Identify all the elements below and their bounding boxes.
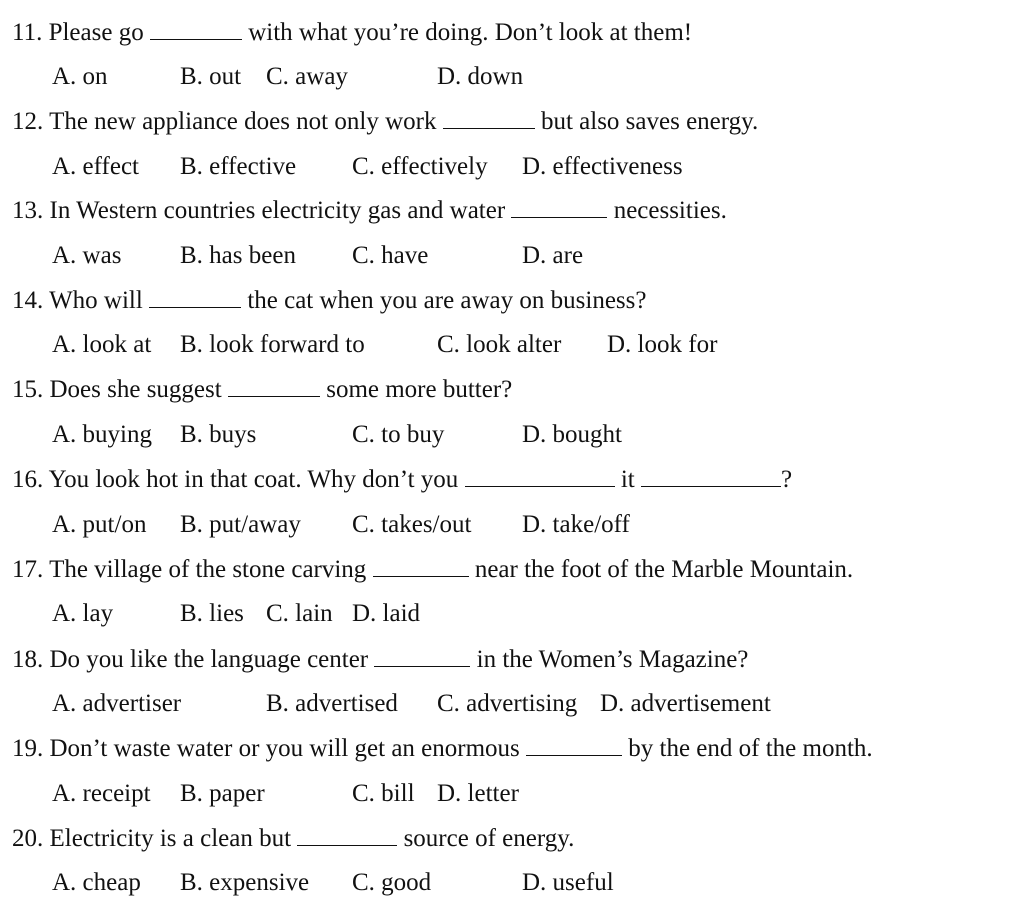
option-b[interactable]: B. has been bbox=[180, 242, 296, 269]
question-text: Electricity is a clean but bbox=[49, 825, 298, 852]
option-c[interactable]: C. lain bbox=[266, 600, 333, 627]
question-14 bbox=[12, 284, 646, 318]
option-a[interactable]: A. put/on bbox=[52, 511, 147, 538]
option-a[interactable]: A. was bbox=[52, 242, 122, 269]
question-12 bbox=[12, 105, 758, 139]
question-number: 16. bbox=[12, 466, 44, 493]
answer-blank[interactable] bbox=[511, 195, 607, 218]
question-number: 19. bbox=[12, 735, 44, 762]
option-b[interactable]: B. paper bbox=[180, 780, 265, 807]
question-17 bbox=[12, 553, 853, 587]
question-number: 18. bbox=[12, 646, 44, 673]
question-13 bbox=[12, 194, 727, 228]
answer-blank[interactable] bbox=[149, 285, 241, 308]
question-text: The village of the stone carving bbox=[49, 556, 373, 583]
question-text: In Western countries electricity gas and water bbox=[49, 197, 512, 224]
question-number: 17. bbox=[12, 556, 44, 583]
question-text: source of energy. bbox=[397, 825, 575, 852]
option-b[interactable]: B. lies bbox=[180, 600, 244, 627]
question-19 bbox=[12, 732, 873, 766]
option-a[interactable]: A. advertiser bbox=[52, 690, 182, 717]
answer-blank[interactable] bbox=[373, 554, 469, 577]
option-b[interactable]: B. look forward to bbox=[180, 331, 365, 358]
question-text: the cat when you are away on business? bbox=[241, 287, 647, 314]
option-c[interactable]: C. away bbox=[266, 63, 348, 90]
option-a[interactable]: A. cheap bbox=[52, 869, 141, 896]
option-a[interactable]: A. effect bbox=[52, 153, 139, 180]
question-20 bbox=[12, 822, 574, 856]
question-text: Please go bbox=[48, 19, 150, 46]
question-text: by the end of the month. bbox=[622, 735, 873, 762]
answer-blank[interactable] bbox=[443, 106, 535, 129]
question-number: 13. bbox=[12, 197, 44, 224]
question-text: it bbox=[614, 466, 641, 493]
option-b[interactable]: B. expensive bbox=[180, 869, 310, 896]
question-text: near the foot of the Marble Mountain. bbox=[468, 556, 854, 583]
question-number: 11. bbox=[12, 19, 43, 46]
option-c[interactable]: C. advertising bbox=[437, 690, 578, 717]
option-c[interactable]: C. effectively bbox=[352, 153, 488, 180]
option-d[interactable]: D. letter bbox=[437, 780, 519, 807]
option-d[interactable]: D. useful bbox=[522, 869, 614, 896]
question-text: Does she suggest bbox=[49, 376, 228, 403]
option-a[interactable]: A. on bbox=[52, 63, 108, 90]
option-d[interactable]: D. take/off bbox=[522, 511, 630, 538]
answer-blank[interactable] bbox=[228, 374, 320, 397]
option-d[interactable]: D. effectiveness bbox=[522, 153, 683, 180]
option-b[interactable]: B. effective bbox=[180, 153, 297, 180]
question-text: The new appliance does not only work bbox=[49, 108, 443, 135]
question-text: necessities. bbox=[607, 197, 727, 224]
question-number: 12. bbox=[12, 108, 44, 135]
question-text: You look hot in that coat. Why don’t you bbox=[48, 466, 465, 493]
question-text: Don’t waste water or you will get an enormous bbox=[49, 735, 527, 762]
question-number: 20. bbox=[12, 825, 44, 852]
option-b[interactable]: B. buys bbox=[180, 421, 257, 448]
question-number: 14. bbox=[12, 287, 44, 314]
question-text: Who will bbox=[49, 287, 150, 314]
question-11 bbox=[12, 16, 692, 50]
option-b[interactable]: B. advertised bbox=[266, 690, 398, 717]
question-15 bbox=[12, 373, 512, 407]
question-18 bbox=[12, 643, 748, 677]
answer-blank-2[interactable] bbox=[641, 464, 781, 487]
question-text: in the Women’s Magazine? bbox=[470, 646, 749, 673]
question-number: 15. bbox=[12, 376, 44, 403]
option-d[interactable]: D. are bbox=[522, 242, 584, 269]
option-d[interactable]: D. laid bbox=[352, 600, 421, 627]
question-text: but also saves energy. bbox=[534, 108, 759, 135]
option-d[interactable]: D. look for bbox=[607, 331, 718, 358]
answer-blank-1[interactable] bbox=[465, 464, 615, 487]
option-c[interactable]: C. takes/out bbox=[352, 511, 472, 538]
option-c[interactable]: C. good bbox=[352, 869, 432, 896]
option-a[interactable]: A. buying bbox=[52, 421, 152, 448]
option-c[interactable]: C. bill bbox=[352, 780, 415, 807]
question-16 bbox=[12, 463, 792, 497]
answer-blank[interactable] bbox=[150, 17, 242, 40]
question-text: ? bbox=[780, 466, 793, 493]
option-c[interactable]: C. have bbox=[352, 242, 429, 269]
option-a[interactable]: A. receipt bbox=[52, 780, 151, 807]
option-d[interactable]: D. advertisement bbox=[600, 690, 771, 717]
option-a[interactable]: A. look at bbox=[52, 331, 152, 358]
option-d[interactable]: D. down bbox=[437, 63, 524, 90]
question-text: with what you’re doing. Don’t look at them! bbox=[241, 19, 693, 46]
answer-blank[interactable] bbox=[297, 823, 397, 846]
option-d[interactable]: D. bought bbox=[522, 421, 622, 448]
answer-blank[interactable] bbox=[526, 733, 622, 756]
option-c[interactable]: C. to buy bbox=[352, 421, 445, 448]
option-b[interactable]: B. put/away bbox=[180, 511, 301, 538]
answer-blank[interactable] bbox=[374, 644, 470, 667]
question-text: Do you like the language center bbox=[49, 646, 375, 673]
option-c[interactable]: C. look alter bbox=[437, 331, 562, 358]
option-b[interactable]: B. out bbox=[180, 63, 242, 90]
question-text: some more butter? bbox=[319, 376, 513, 403]
option-a[interactable]: A. lay bbox=[52, 600, 114, 627]
